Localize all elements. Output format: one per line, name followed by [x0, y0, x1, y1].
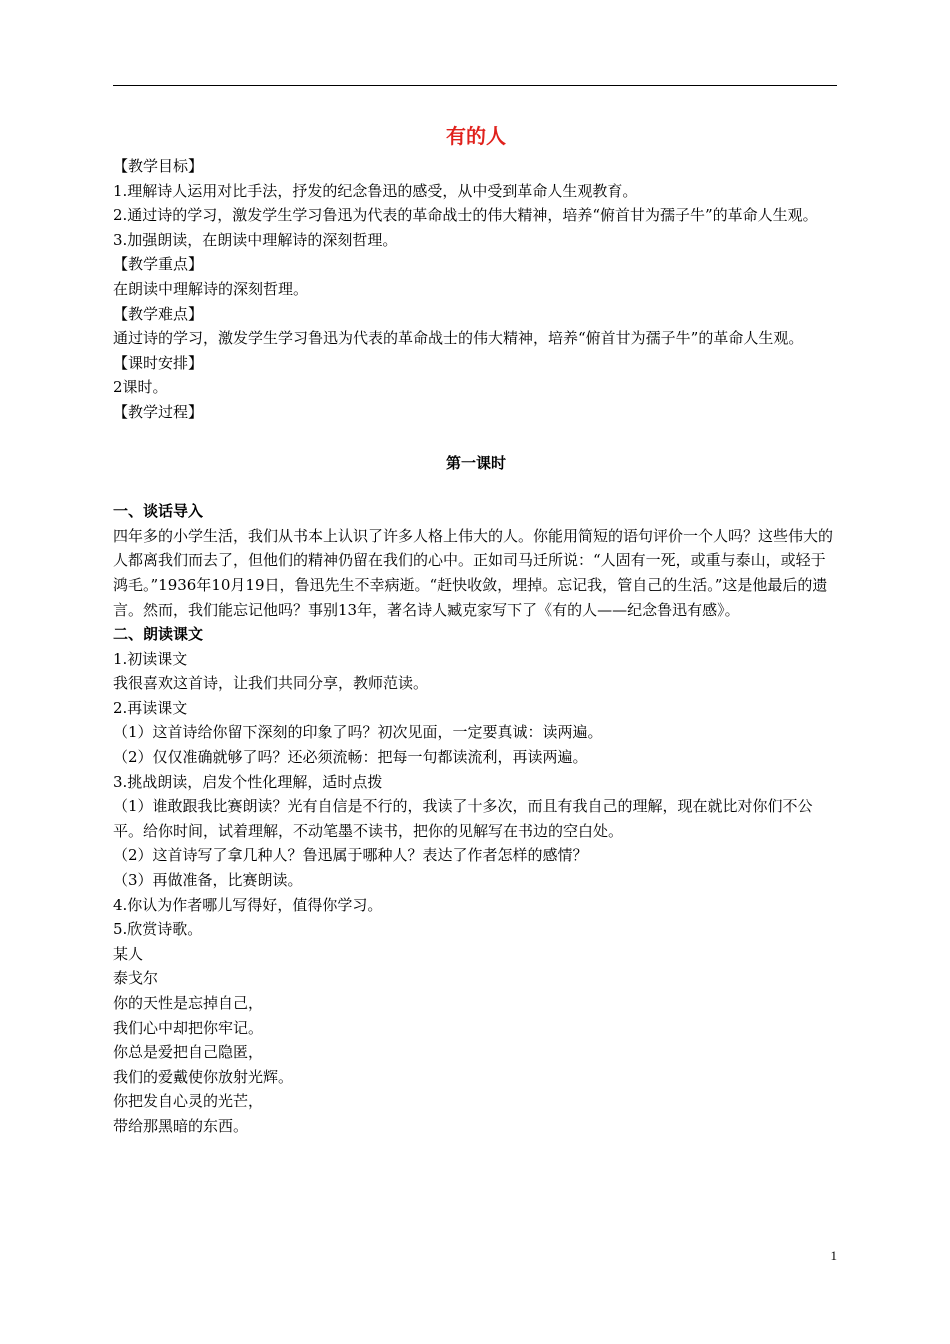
text-line: 【教学目标】: [113, 157, 204, 175]
text-line: 1.理解诗人运用对比手法，抒发的纪念鲁迅的感受，从中受到革命人生观教育。: [113, 181, 638, 200]
document-title: 有的人: [446, 124, 506, 148]
text-line: 我们心中却把你牢记。: [113, 1018, 264, 1037]
text-line: 我们的爱戴使你放射光辉。: [113, 1067, 294, 1086]
lesson-overview: [113, 154, 839, 425]
text-line: 2.通过诗的学习，激发学生学习鲁迅为代表的革命战士的伟大精神，培养“俯首甘为孺子牛”的革命人生观。: [113, 206, 818, 225]
text-line: 某人: [113, 944, 144, 963]
text-line: 【教学重点】: [113, 255, 204, 274]
text-line: 3.挑战朗读，启发个性化理解，适时点拨: [113, 772, 383, 791]
text-line: （2）仅仅准确就够了吗？还必须流畅：把每一句都读流利，再读两遍。: [113, 748, 588, 767]
text-line: 2课时。: [113, 378, 168, 397]
text-line: 你总是爱把自己隐匿，: [113, 1043, 264, 1062]
section-title: 第一课时: [445, 453, 506, 472]
text-line: （1）谁敢跟我比赛朗读？光有自信是不行的，我读了十多次，而且有我自己的理解，现在就比对你们不公平。给你时间，试着理解，不动笔墨不读书，把你的见解写在书边的空白处。: [113, 797, 813, 840]
text-line: 【教学难点】: [113, 304, 204, 323]
text-line: 你把发自心灵的光芒，: [113, 1092, 264, 1111]
text-line: （3）再做准备，比赛朗读。: [113, 871, 303, 890]
text-line: 1.初读课文: [113, 649, 188, 668]
text-line: 在朗读中理解诗的深刻哲理。: [113, 279, 309, 298]
text-line: （2）这首诗写了拿几种人？鲁迅属于哪种人？表达了作者怎样的感情？: [113, 846, 588, 865]
header-rule: [113, 85, 837, 86]
section-heading: 一、谈话导入: [113, 502, 204, 521]
text-line: 我很喜欢这首诗，让我们共同分享，教师范读。: [113, 674, 429, 693]
document-body: [113, 118, 839, 1139]
text-line: 【教学过程】: [113, 402, 204, 421]
text-line: 4.你认为作者哪儿写得好，值得你学习。: [113, 895, 383, 914]
lesson-process: [113, 499, 839, 1138]
text-line: 【课时安排】: [113, 353, 204, 372]
text-line: 2.再读课文: [113, 698, 188, 717]
section-heading: 二、朗读课文: [113, 625, 204, 644]
text-line: 通过诗的学习，激发学生学习鲁迅为代表的革命战士的伟大精神，培养“俯首甘为孺子牛”的革命人生观。: [113, 329, 804, 348]
text-line: 你的天性是忘掉自己，: [113, 994, 264, 1012]
text-line: 带给那黑暗的东西。: [113, 1116, 249, 1135]
text-line: 3.加强朗读，在朗读中理解诗的深刻哲理。: [113, 230, 398, 249]
text-line: 四年多的小学生活，我们从书本上认识了许多人格上伟大的人。你能用简短的语句评价一个人吗？这些伟大的人都离我们而去了，但他们的精神仍留在我们的心中。正如司马迁所说：“人固有一死，或重与泰山，或轻于鸿毛。”1936年10月19日，鲁迅先生不幸病逝。“赶快收敛，埋掉。忘记我，管自己的生活。”这是他最后的遗言。然而，我们能忘记他吗？事别13年，著名诗人臧克家写下了《有的人——纪念鲁迅有感》。: [113, 526, 834, 619]
text-line: 泰戈尔: [113, 969, 159, 988]
text-line: （1）这首诗给你留下深刻的印象了吗？初次见面，一定要真诚：读两遍。: [113, 723, 603, 742]
page-number: 1: [830, 1248, 837, 1263]
text-line: 5.欣赏诗歌。: [113, 920, 203, 939]
